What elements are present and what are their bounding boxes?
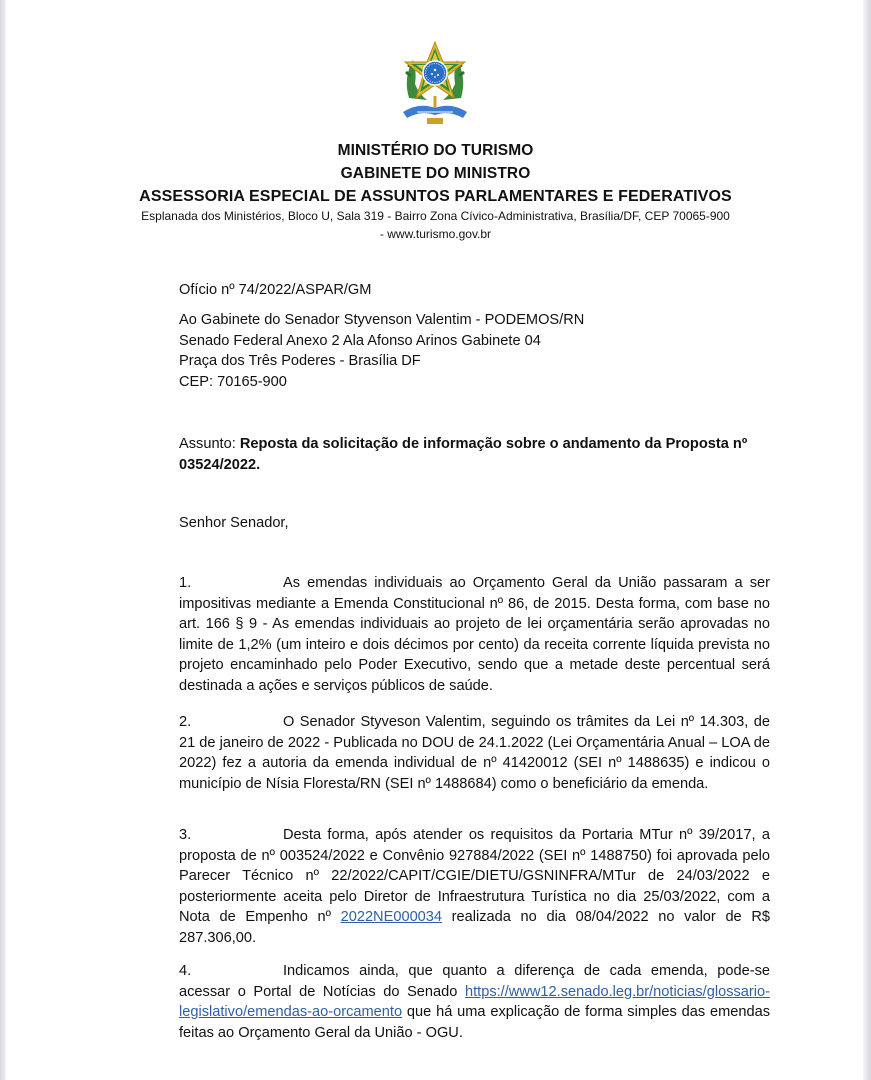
department-title: ASSESSORIA ESPECIAL DE ASSUNTOS PARLAMENTARES E FEDERATIVOS	[139, 188, 732, 205]
paragraph-text: que há uma explicação de forma simples das emendas feitas ao Orçamento Geral da União - OGU.	[179, 1004, 770, 1041]
cabinet-title: GABINETE DO MINISTRO	[340, 165, 531, 182]
paragraph-text: realizada no dia 08/04/2022 no valor de R$ 287.306,00.	[179, 909, 770, 946]
senado-glossary-link[interactable]: https://www12.senado.leg.br/noticias/glossario-legislativo/emendas-ao-orcamento	[179, 983, 770, 1020]
paragraph-text: Desta forma, após atender os requisitos da Portaria MTur nº 39/2017, a proposta de nº 003524/2022 e Convênio 927884/2022 (SEI nº 1488750) foi aprovada pelo Parecer Técnico nº 22/2022/CAPIT/CGIE/DIETU/GSNINFRA/MTur de 24/03/2022 e posteriormente aceita pelo Diretor de Infraestrutura Turística no dia 25/03/2022, com a Nota de Empenho nº	[179, 827, 770, 925]
paragraph-text: O Senador Styveson Valentim, seguindo os trâmites da Lei nº 14.303, de 21 de janeiro de 2022 - Publicada no DOU de 24.1.2022 (Lei Orçamentária Anual – LOA de 2022) fez a autoria da emenda individual de nº 41420012 (SEI nº 1488635) e indicou o município de Nísia Floresta/RN (SEI nº 1488684) como o beneficiário da emenda.	[179, 714, 770, 792]
subject-label: Assunto:	[179, 436, 240, 452]
coat-of-arms-icon	[401, 40, 469, 126]
paragraph-number: 2.	[179, 714, 192, 730]
paragraph-4	[179, 961, 770, 1043]
paragraph-number: 1.	[179, 575, 192, 591]
recipient-line: Senado Federal Anexo 2 Ala Afonso Arinos Gabinete 04	[179, 332, 541, 349]
recipient-block	[179, 310, 770, 392]
salutation: Senhor Senador,	[179, 515, 289, 531]
paragraph-number: 4.	[179, 963, 192, 979]
paragraph-3	[179, 825, 770, 948]
oficio-number: Ofício nº 74/2022/ASPAR/GM	[179, 282, 372, 298]
paragraph-1	[179, 573, 770, 696]
subject-text: Reposta da solicitação de informação sobre o andamento da Proposta nº 03524/2022.	[179, 436, 748, 473]
paragraph-2	[179, 712, 770, 794]
recipient-line: Praça dos Três Poderes - Brasília DF	[179, 353, 421, 369]
recipient-line: Ao Gabinete do Senador Styvenson Valentim - PODEMOS/RN	[179, 312, 585, 328]
subject-line	[179, 434, 770, 475]
ministry-title: MINISTÉRIO DO TURISMO	[337, 142, 534, 159]
paragraph-text: Indicamos ainda, que quanto a diferença de cada emenda, pode-se acessar o Portal de Notícias do Senado	[179, 963, 770, 1000]
recipient-line: CEP: 70165-900	[179, 373, 287, 390]
paragraph-number: 3.	[179, 827, 192, 843]
empenho-link[interactable]: 2022NE000034	[340, 909, 443, 925]
address-line-2: - www.turismo.gov.br	[379, 227, 492, 241]
address-line-1: Esplanada dos Ministérios, Bloco U, Sala 319 - Bairro Zona Cívico-Administrativa, Brasília/DF, CEP 70065-900	[141, 209, 730, 223]
paragraph-text: As emendas individuais ao Orçamento Geral da União passaram a ser impositivas mediante a Emenda Constitucional nº 86, de 2015. Desta forma, com base no art. 166 § 9 - As emendas individuais ao projeto de lei orçamentária serão aprovadas no limite de 1,2% (um inteiro e dois décimos por cento) da receita corrente líquida prevista no projeto encaminhado pelo Poder Executivo, sendo que a metade deste percentual será destinada a ações e serviços públicos de saúde.	[179, 575, 770, 694]
